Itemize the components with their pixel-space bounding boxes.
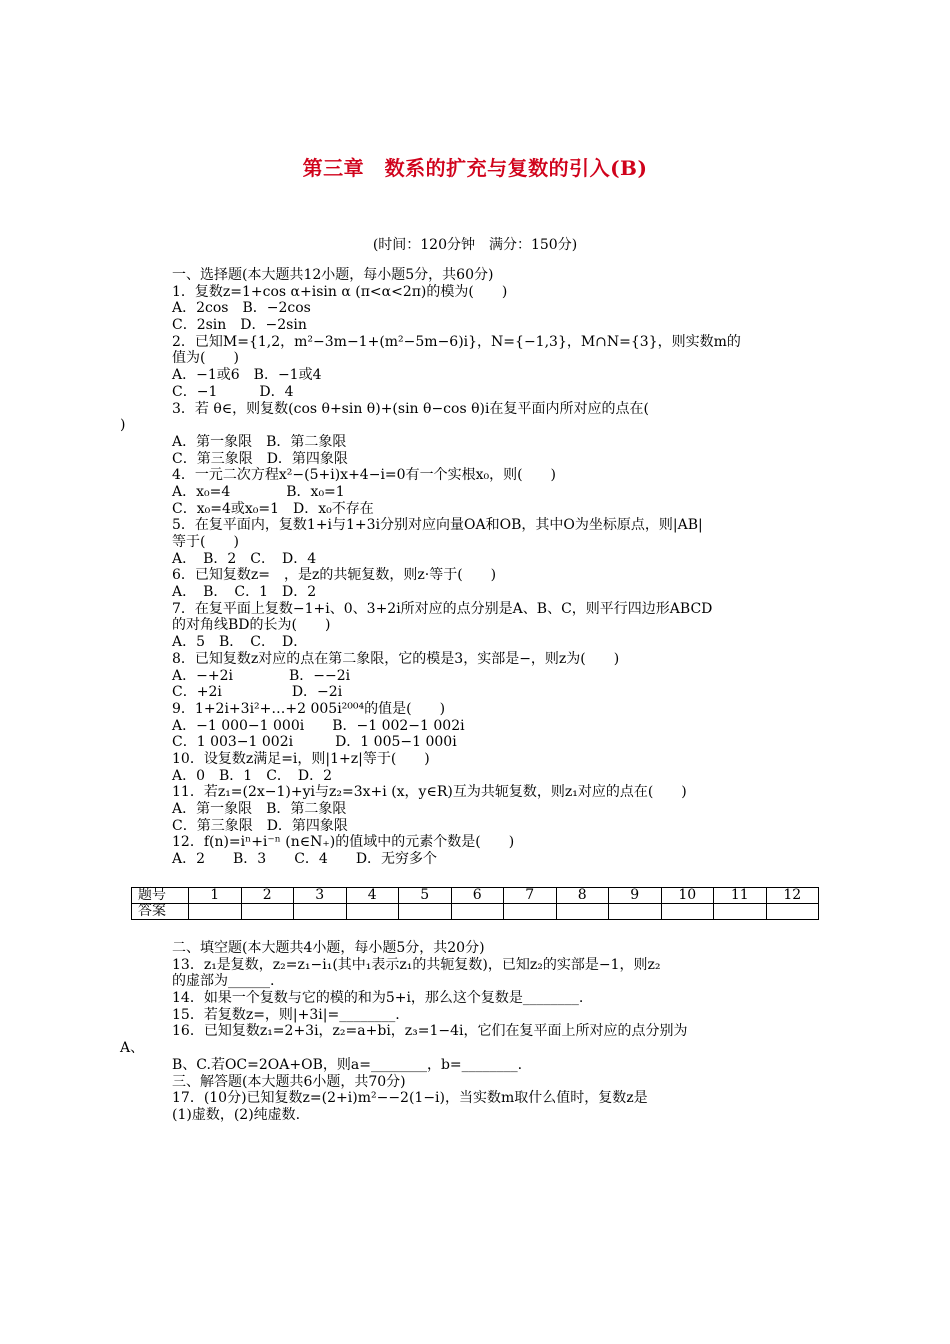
text-line: 3．若 θ∈，则复数(cos θ+sin θ)+(sin θ−cos θ)i在复平面内所对应的点在( <box>172 400 649 417</box>
text-line: 值为( ) <box>172 350 239 367</box>
text-line: 1．复数z=1+cos α+isin α (π<α<2π)的模为( ) <box>172 283 508 300</box>
text-line: A．2cos B．−2cos <box>172 300 311 317</box>
row-header-number: 题号 <box>132 888 189 904</box>
answer-cell <box>714 904 767 920</box>
text-line: 7．在复平面上复数−1+i、0、3+2i所对应的点分别是A、B、C，则平行四边形ABCD <box>172 600 713 617</box>
section-heading: 三、解答题(本大题共6小题，共70分) <box>172 1073 406 1090</box>
text-line: 15．若复数z=，则|+3i|=________. <box>172 1006 400 1023</box>
text-line: (1)虚数，(2)纯虚数. <box>172 1106 301 1123</box>
text-line: 6．已知复数z= ，是z的共轭复数，则z·等于( ) <box>172 567 497 584</box>
answer-cell <box>241 904 294 920</box>
text-line: A．x₀=4 B．x₀=1 <box>172 483 345 500</box>
text-line: 的对角线BD的长为( ) <box>172 617 331 634</box>
section-heading: 一、选择题(本大题共12小题，每小题5分，共60分) <box>172 267 494 283</box>
text-line: C．2sin D．−2sin <box>172 317 307 334</box>
text-line: 5．在复平面内，复数1+i与1+3i分别对应向量OA和OB，其中O为坐标原点，则|AB| <box>172 517 703 534</box>
text-line: A．5 B． C． D． <box>172 634 308 651</box>
table-cell: 1 <box>189 888 242 904</box>
text-line: 16．已知复数z₁=2+3i，z₂=a+bi，z₃=1−4i，它们在复平面上所对应的点分别为 <box>172 1023 688 1040</box>
row-header-answer: 答案 <box>132 904 189 920</box>
answer-table <box>131 887 819 920</box>
answer-cell <box>661 904 714 920</box>
text-line: B、C.若OC=2OA+OB，则a=________，b=________. <box>172 1056 523 1073</box>
table-cell: 8 <box>556 888 609 904</box>
text-line: 的虚部为______. <box>172 973 275 990</box>
text-line: 14．如果一个复数与它的模的和为5+i，那么这个复数是________. <box>172 990 584 1007</box>
text-line: A． B．2 C． D．4 <box>172 550 317 567</box>
text-line: 等于( ) <box>172 534 239 550</box>
text-line: C．−1 D．4 <box>172 383 294 400</box>
text-line: A．−1 000−1 000i B．−1 002−1 002i <box>172 717 465 734</box>
text-line: C．第三象限 D．第四象限 <box>172 450 348 467</box>
section-choice-questions <box>120 267 820 868</box>
table-cell: 6 <box>451 888 504 904</box>
table-cell: 2 <box>241 888 294 904</box>
text-line: A．第一象限 B．第二象限 <box>172 801 347 817</box>
answer-cell <box>766 904 819 920</box>
answer-cell <box>294 904 347 920</box>
answer-cell <box>556 904 609 920</box>
table-row <box>132 904 819 920</box>
text-line: 10．设复数z满足=i，则|1+z|等于( ) <box>172 750 430 767</box>
answer-cell <box>399 904 452 920</box>
table-cell: 10 <box>661 888 714 904</box>
table-cell: 5 <box>399 888 452 904</box>
text-line: A、 <box>120 1040 145 1057</box>
table-row <box>132 888 819 904</box>
text-line: 2．已知M={1,2，m²−3m−1+(m²−5m−6)i}，N={−1,3}，M∩N={3}，则实数m的 <box>172 333 741 350</box>
text-line: 8．已知复数z对应的点在第二象限，它的模是3，实部是−，则z为( ) <box>172 650 620 667</box>
text-line: C．1 003−1 002i D．1 005−1 000i <box>172 734 457 751</box>
table-cell: 7 <box>504 888 557 904</box>
text-line: C．+2i D．−2i <box>172 684 343 701</box>
answer-cell <box>451 904 504 920</box>
table-cell: 9 <box>609 888 662 904</box>
text-line: 9．1+2i+3i²+…+2 005i²⁰⁰⁴的值是( ) <box>172 700 446 717</box>
table-cell: 3 <box>294 888 347 904</box>
text-line: A．0 B．1 C． D．2 <box>172 767 333 784</box>
text-line: A．第一象限 B．第二象限 <box>172 433 347 450</box>
text-line: A．2 B．3 C．4 D．无穷多个 <box>172 851 438 868</box>
exam-meta: (时间：120分钟 满分：150分) <box>372 237 578 253</box>
table-cell: 12 <box>766 888 819 904</box>
section-fill-and-solve <box>120 940 820 1124</box>
table-cell: 4 <box>346 888 399 904</box>
table-cell: 11 <box>714 888 767 904</box>
text-line: 11．若z₁=(2x−1)+yi与z₂=3x+i (x，y∈R)互为共轭复数，则z₁对应的点在( ) <box>172 784 687 801</box>
answer-cell <box>609 904 662 920</box>
section-heading: 二、填空题(本大题共4小题，每小题5分，共20分) <box>172 940 485 956</box>
text-line: 4．一元二次方程x²−(5+i)x+4−i=0有一个实根x₀，则( ) <box>172 467 556 484</box>
text-line: A． B． C．1 D．2 <box>172 584 317 601</box>
text-line: A．−1或6 B．−1或4 <box>172 367 322 384</box>
answer-cell <box>346 904 399 920</box>
text-line: 12．f(n)=iⁿ+i⁻ⁿ (n∈N₊)的值域中的元素个数是( ) <box>172 834 515 851</box>
answer-cell <box>504 904 557 920</box>
page-title: 第三章 数系的扩充与复数的引入(B) <box>302 156 648 180</box>
answer-cell <box>189 904 242 920</box>
text-line: 13．z₁是复数，z₂=z₁−i₁(其中₁表示z₁的共轭复数)，已知z₂的实部是−1，则z₂ <box>172 956 661 973</box>
text-line: C．x₀=4或x₀=1 D．x₀不存在 <box>172 500 374 517</box>
text-line: 17．(10分)已知复数z=(2+i)m²−−2(1−i)，当实数m取什么值时，复数z是 <box>172 1090 648 1107</box>
text-line: ) <box>120 417 126 434</box>
text-line: A．−+2i B．−−2i <box>172 667 351 684</box>
text-line: C．第三象限 D．第四象限 <box>172 817 348 834</box>
